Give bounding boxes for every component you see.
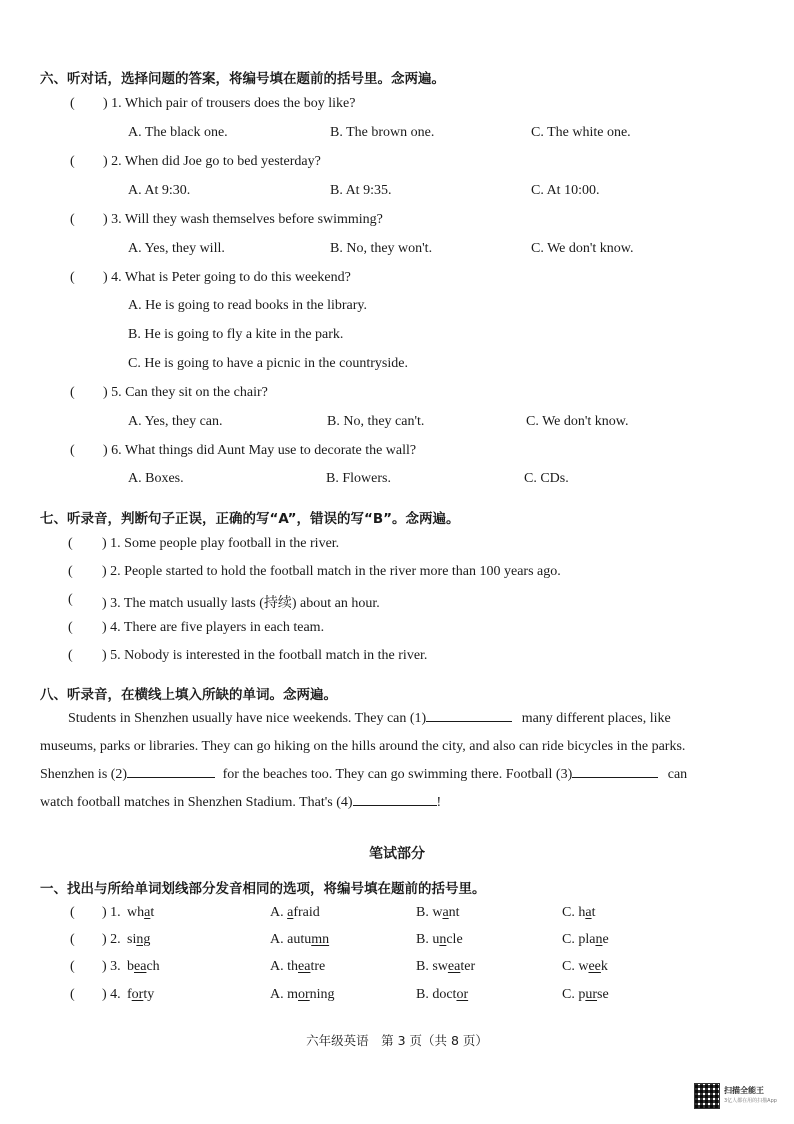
cloze-text: for the beaches too. They can go swimming there. Football (3) xyxy=(222,767,573,782)
word-part: e xyxy=(602,932,609,947)
option-a: A. The black one. xyxy=(128,125,228,140)
item-number: ) 2. xyxy=(102,932,121,947)
word-part: ty xyxy=(143,987,155,1002)
underlined-part: or xyxy=(131,987,144,1002)
option-b: B. The brown one. xyxy=(330,125,435,140)
word-part: nt xyxy=(448,905,460,920)
option-a: A. He is going to read books in the library. xyxy=(128,298,367,313)
underlined-part: a xyxy=(442,905,449,920)
word-part: A. autu xyxy=(270,932,312,947)
option-a: A. Yes, they will. xyxy=(128,241,225,256)
underlined-part: or xyxy=(456,987,469,1002)
cloze-line-2: museums, parks or libraries. They can go hiking on the hills around the city, and also can ride bicycles in the parks. xyxy=(40,739,686,754)
option-c xyxy=(562,959,608,975)
answer-paren: ( xyxy=(70,96,75,111)
scanner-watermark xyxy=(694,1083,780,1109)
answer-paren: ( xyxy=(70,443,75,458)
item-number: ) 1. xyxy=(102,905,121,920)
option-c: C. We don't know. xyxy=(526,414,629,429)
option-b: B. He is going to fly a kite in the park. xyxy=(128,327,344,342)
judge-item: ) 5. Nobody is interested in the football match in the river. xyxy=(102,648,428,663)
question-stem: ) 5. Can they sit on the chair? xyxy=(103,385,268,400)
option-a xyxy=(270,905,320,921)
underlined-part: n xyxy=(439,932,447,947)
option-c xyxy=(562,932,609,948)
word-part: B. doct xyxy=(416,987,457,1002)
cloze-blank-4[interactable] xyxy=(353,791,437,806)
cloze-line-1 xyxy=(68,705,671,733)
answer-paren: ( xyxy=(68,592,73,607)
page-footer: 六年级英语 第 3 页（共 8 页） xyxy=(306,1033,488,1048)
option-b xyxy=(416,987,468,1003)
underlined-part: ea xyxy=(447,959,461,974)
word-part: wh xyxy=(127,905,145,920)
option-c: C. At 10:00. xyxy=(531,183,600,198)
question-stem: ) 2. When did Joe go to bed yesterday? xyxy=(103,154,321,169)
underlined-part: ee xyxy=(588,959,601,974)
underlined-part: n xyxy=(595,932,603,947)
word-part: B. u xyxy=(416,932,440,947)
word-part: k xyxy=(600,959,608,974)
target-word xyxy=(127,905,154,921)
word-part: C. h xyxy=(562,905,586,920)
cloze-text: can xyxy=(667,767,688,782)
word-part: A. th xyxy=(270,959,298,974)
cloze-blank-3[interactable] xyxy=(572,763,658,778)
word-part: C. pla xyxy=(562,932,596,947)
underlined-part: mn xyxy=(311,932,330,947)
target-word xyxy=(127,959,160,975)
word-part: t xyxy=(150,905,155,920)
option-a: A. Yes, they can. xyxy=(128,414,223,429)
written-section-1-title: 一、找出与所给单词划线部分发音相同的选项，将编号填在题前的括号里。 xyxy=(40,881,486,897)
cloze-line-3 xyxy=(40,761,687,789)
question-stem: ) 1. Which pair of trousers does the boy like? xyxy=(103,96,356,111)
underlined-part: ea xyxy=(298,959,311,974)
word-part: ch xyxy=(146,959,160,974)
answer-paren: ( xyxy=(68,620,73,635)
answer-paren: ( xyxy=(70,385,75,400)
word-part: ning xyxy=(309,987,335,1002)
question-stem: ) 4. What is Peter going to do this weekend? xyxy=(103,270,351,285)
option-a xyxy=(270,987,335,1003)
word-part: b xyxy=(127,959,134,974)
option-a: A. Boxes. xyxy=(128,471,184,486)
option-b: B. At 9:35. xyxy=(330,183,392,198)
answer-paren: ( xyxy=(68,564,73,579)
section-8-title: 八、听录音，在横线上填入所缺的单词。念两遍。 xyxy=(40,687,337,703)
answer-paren: ( xyxy=(70,154,75,169)
item-number: ) 3. xyxy=(102,959,121,974)
underlined-part: ea xyxy=(134,959,147,974)
option-b: B. No, they can't. xyxy=(327,414,425,429)
word-part: B. sw xyxy=(416,959,448,974)
word-part: A. xyxy=(270,905,288,920)
cloze-text: ! xyxy=(436,795,442,810)
underlined-part: a xyxy=(585,905,592,920)
word-part: B. w xyxy=(416,905,443,920)
option-b xyxy=(416,932,463,948)
underlined-part: ng xyxy=(136,932,151,947)
watermark-tagline: 3亿人都在用的扫描App xyxy=(724,1098,777,1104)
cloze-text: watch football matches in Shenzhen Stadium. That's (4) xyxy=(40,795,353,810)
word-part: C. p xyxy=(562,987,586,1002)
word-part: fraid xyxy=(293,905,320,920)
cloze-text: Shenzhen is (2) xyxy=(40,767,128,782)
cloze-blank-2[interactable] xyxy=(127,763,215,778)
word-part: f xyxy=(127,987,132,1002)
answer-paren: ( xyxy=(70,270,75,285)
option-c xyxy=(562,905,595,921)
answer-paren: ( xyxy=(70,987,75,1002)
option-c: C. The white one. xyxy=(531,125,631,140)
option-a: A. At 9:30. xyxy=(128,183,191,198)
section-6-title: 六、听对话，选择问题的答案，将编号填在题前的括号里。念两遍。 xyxy=(40,71,445,87)
item-number: ) 4. xyxy=(102,987,121,1002)
underlined-part: ur xyxy=(585,987,598,1002)
option-c: C. We don't know. xyxy=(531,241,634,256)
word-part: si xyxy=(127,932,137,947)
underlined-part: or xyxy=(298,987,310,1002)
cloze-text: many different places, like xyxy=(521,711,671,726)
answer-paren: ( xyxy=(70,959,75,974)
cloze-line-4 xyxy=(40,789,441,817)
option-b xyxy=(416,905,460,921)
option-a xyxy=(270,959,325,975)
answer-paren: ( xyxy=(70,932,75,947)
answer-paren: ( xyxy=(68,648,73,663)
word-part: t xyxy=(591,905,596,920)
word-part: se xyxy=(597,987,609,1002)
target-word xyxy=(127,987,154,1003)
cloze-blank-1[interactable] xyxy=(426,707,512,722)
word-part: A. m xyxy=(270,987,298,1002)
word-part: ter xyxy=(460,959,476,974)
option-c xyxy=(562,987,609,1003)
judge-item: ) 2. People started to hold the football match in the river more than 100 years ago. xyxy=(102,564,561,579)
option-b: B. No, they won't. xyxy=(330,241,433,256)
judge-item: ) 3. The match usually lasts (持续) about an hour. xyxy=(102,596,380,611)
question-stem: ) 3. Will they wash themselves before swimming? xyxy=(103,212,383,227)
underlined-part: a xyxy=(144,905,151,920)
option-b: B. Flowers. xyxy=(326,471,391,486)
question-stem: ) 6. What things did Aunt May use to decorate the wall? xyxy=(103,443,417,458)
written-part-heading: 笔试部分 xyxy=(369,846,425,862)
word-part: cle xyxy=(446,932,463,947)
judge-item: ) 1. Some people play football in the river. xyxy=(102,536,340,551)
answer-paren: ( xyxy=(70,905,75,920)
option-c: C. He is going to have a picnic in the countryside. xyxy=(128,356,408,371)
cloze-text: Students in Shenzhen usually have nice weekends. They can (1) xyxy=(68,711,427,726)
answer-paren: ( xyxy=(70,212,75,227)
target-word xyxy=(127,932,150,948)
option-c: C. CDs. xyxy=(524,471,569,486)
option-a xyxy=(270,932,329,948)
judge-item: ) 4. There are five players in each team. xyxy=(102,620,325,635)
word-part: C. w xyxy=(562,959,589,974)
option-b xyxy=(416,959,475,975)
watermark-name: 扫描全能王 xyxy=(724,1086,764,1095)
underlined-part: a xyxy=(287,905,294,920)
answer-paren: ( xyxy=(68,536,73,551)
word-part: tre xyxy=(310,959,326,974)
qr-code-icon xyxy=(694,1083,720,1109)
section-7-title: 七、听录音，判断句子正误，正确的写“A”，错误的写“B”。念两遍。 xyxy=(40,511,460,527)
